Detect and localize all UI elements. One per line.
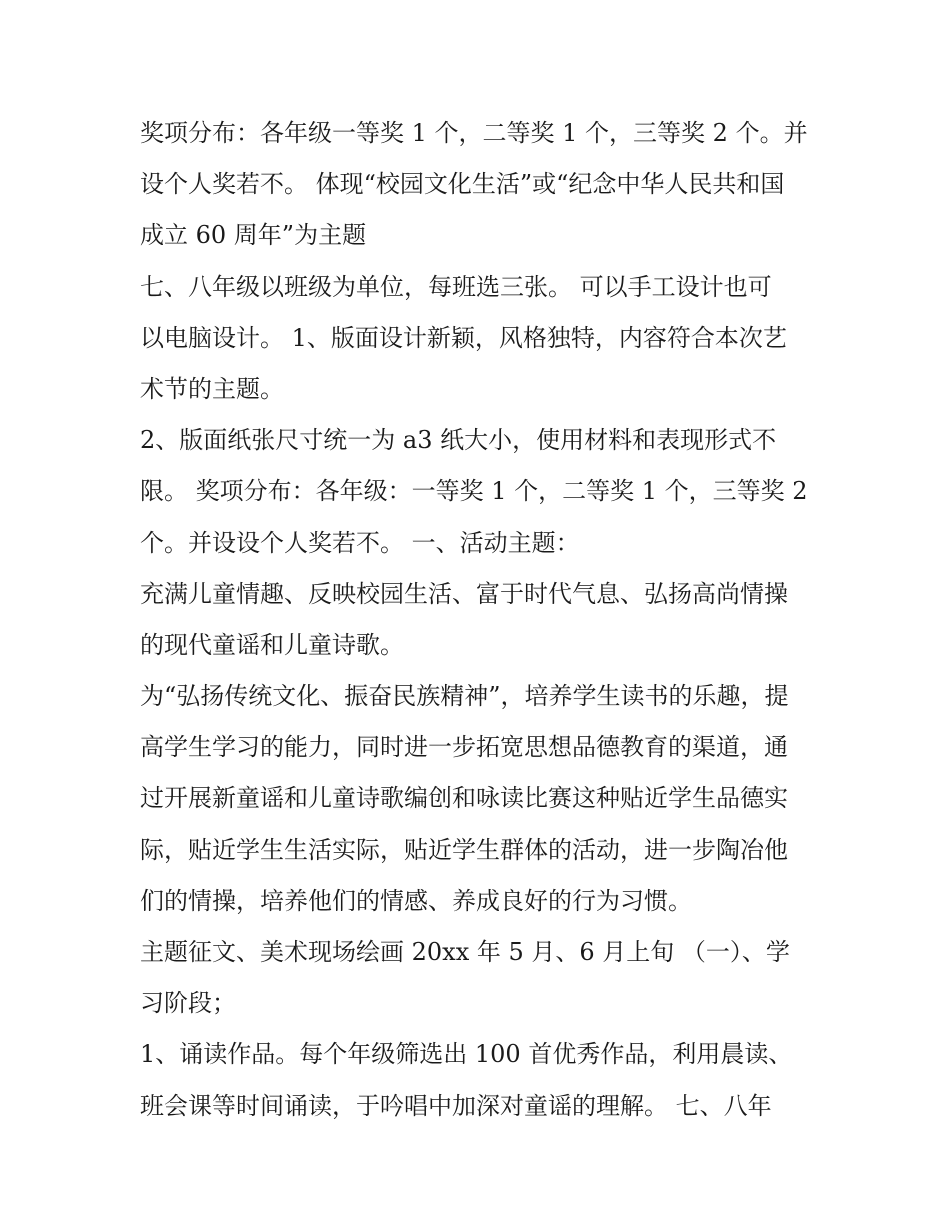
text-line: 个。并设设个人奖若不。 一、活动主题： xyxy=(140,528,580,557)
text-line: 成立 60 周年”为主题 xyxy=(140,221,367,250)
text-line: 充满儿童情趣、反映校园生活、富于时代气息、弘扬高尚情操 xyxy=(140,579,788,608)
text-line: 设个人奖若不。 体现“校园文化生活”或“纪念中华人民共和国 xyxy=(140,170,785,199)
text-line: 1、诵读作品。每个年级筛选出 100 首优秀作品，利用晨读、 xyxy=(140,1040,793,1069)
text-line: 奖项分布：各年级一等奖 1 个，二等奖 1 个，三等奖 2 个。并 xyxy=(140,119,808,147)
text-line: 的现代童谣和儿童诗歌。 xyxy=(140,630,404,659)
text-line: 习阶段； xyxy=(140,989,236,1018)
text-line: 限。 奖项分布：各年级：一等奖 1 个，二等奖 1 个，三等奖 2 xyxy=(140,477,808,506)
text-line: 过开展新童谣和儿童诗歌编创和咏读比赛这种贴近学生品德实 xyxy=(140,784,788,813)
text-line: 们的情操，培养他们的情感、养成良好的行为习惯。 xyxy=(140,886,692,915)
text-line: 2、版面纸张尺寸统一为 a3 纸大小，使用材料和表现形式不 xyxy=(140,426,777,455)
body-text xyxy=(140,108,820,1132)
text-line: 高学生学习的能力，同时进一步拓宽思想品德教育的渠道，通 xyxy=(140,733,788,762)
text-line: 班会课等时间诵读，于吟唱中加深对童谣的理解。 七、八年 xyxy=(140,1091,772,1120)
text-line: 际，贴近学生生活实际，贴近学生群体的活动，进一步陶冶他 xyxy=(140,835,788,864)
text-line: 主题征文、美术现场绘画 20xx 年 5 月、6 月上旬 （一）、学 xyxy=(140,938,790,966)
text-line: 术节的主题。 xyxy=(140,374,284,403)
text-line: 以电脑设计。 1、版面设计新颖，风格独特，内容符合本次艺 xyxy=(140,323,787,352)
text-line: 七、八年级以班级为单位，每班选三张。 可以手工设计也可 xyxy=(140,272,772,301)
text-line: 为“弘扬传统文化、振奋民族精神”，培养学生读书的乐趣，提 xyxy=(140,682,789,711)
